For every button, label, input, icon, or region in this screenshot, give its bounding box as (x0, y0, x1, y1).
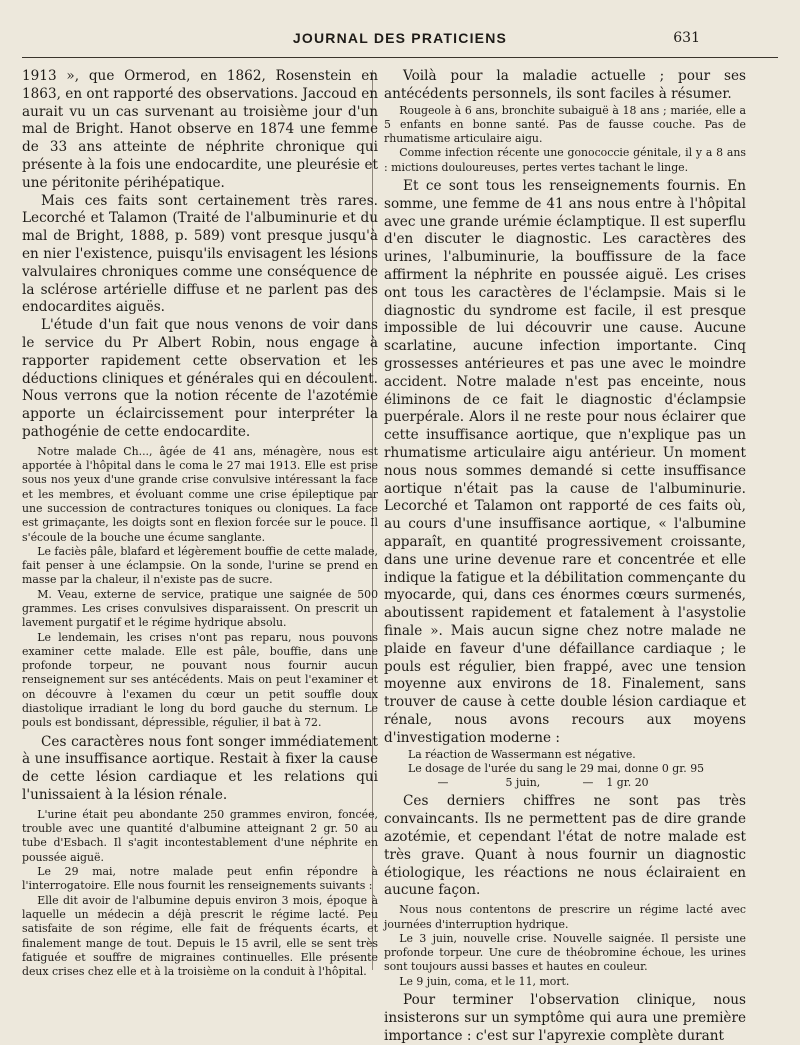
paragraph: 1913 », que Ormerod, en 1862, Rosenstein en 1863, en ont rapporté des observations. Jaccoud en aurait vu un cas survenant au troisième jour d'un mal de Bright. Hanot observe en 1874 une femme de 33 ans atteinte de néphrite chronique qui présente à la fois une endocardite, une pleurésie et une péritonite périhépatique. (22, 68, 378, 191)
case-note: Le 3 juin, nouvelle crise. Nouvelle saignée. Il persiste une profonde torpeur. Une cure de théobromine échoue, les urines sont toujours aussi basses et hautes en couleur. (384, 931, 746, 974)
paragraph: Pour terminer l'observation clinique, nous insisterons sur un symptôme qui aura une première importance : c'est sur l'apyrexie complète durant (384, 992, 746, 1044)
case-note: Le 29 mai, notre malade peut enfin répondre à l'interrogatoire. Elle nous fournit les renseignements suivants : (22, 865, 378, 893)
ditto-mark: — (582, 776, 594, 790)
right-column (384, 68, 746, 1045)
lab-result-row (384, 776, 746, 790)
page-number: 631 (673, 30, 700, 46)
page-header (0, 28, 800, 54)
ditto-mark: — (437, 776, 449, 790)
lab-result: La réaction de Wassermann est négative. (407, 747, 636, 761)
case-note: Le 9 juin, coma, et le 11, mort. (399, 974, 570, 988)
case-note: Nous nous contentons de prescrire un régime lacté avec journées d'interruption hydrique. (384, 903, 746, 931)
case-note: Notre malade Ch..., âgée de 41 ans, ménagère, nous est apportée à l'hôpital dans le coma le 27 mai 1913. Elle est prise sous nos yeux d'une grande crise convulsive intéressant la face et les membres, et évoluant comme une crise épileptique par une succession de contractures toniques ou cloniques. La face est grimaçante, les doigts sont en flexion forcée sur le pouce. Il s'écoule de la bouche une écume sanglante. (22, 444, 378, 544)
case-note: L'urine était peu abondante 250 grammes environ, foncée, trouble avec une quantité d'albumine atteignant 2 gr. 50 au tube d'Esbach. Il s'agit incontestablement d'une néphrite en poussée aiguë. (22, 807, 378, 864)
case-note: M. Veau, externe de service, pratique une saignée de 500 grammes. Les crises convulsives disparaissent. On prescrit un lavement purgatif et le régime hydrique absolu. (22, 587, 378, 630)
running-title: JOURNAL DES PRATICIENS (292, 30, 508, 46)
paragraph: Et ce sont tous les renseignements fournis. En somme, une femme de 41 ans nous entre à l'hôpital avec une grande urémie éclamptique. Il est superflu d'en discuter le diagnostic. Les caractères des urines, l'albuminurie, la bouffissure de la face affirment la néphrite en poussée aiguë. Les crises ont tous les caractères de l'éclampsie. Mais si le diagnostic du syndrome est facile, il est presque impossible de lui découvrir une cause. Aucune scarlatine, aucune infection importante. Cinq grossesses antérieures et pas une avec le moindre accident. Notre malade n'est pas enceinte, nous éliminons de ce fait le diagnostic d'éclampsie puerpérale. Alors il ne reste pour nous éclairer que cette insuffisance aortique, que n'explique pas un rhumatisme articulaire aigu antérieur. Un moment nous nous sommes demandé si cette insuffisance aortique n'était pas la cause de l'albuminurie. Lecorché et Talamon ont rapporté de ces faits où, au cours d'une insuffisance aortique, « l'albumine apparaît, en quantité progressivement croissante, dans une urine devenue rare et concentrée et elle indique la fatigue et la débilitation commençante du myocarde, qui, dans ces énormes cœurs surmenés, aboutissent rapidement et fatalement à l'asystolie finale ». Mais aucun signe chez notre malade ne plaide en faveur d'une défaillance cardiaque ; le pouls est régulier, bien frappé, avec une tension moyenne aux environs de 18. Finalement, sans trouver de cause à cette double lésion cardiaque et rénale, nous avons recours aux moyens d'investigation moderne : (384, 178, 746, 746)
lab-value: 1 gr. 20 (606, 776, 649, 790)
case-note: Le lendemain, les crises n'ont pas reparu, nous pouvons examiner cette malade. Elle est pâle, bouffie, dans une profonde torpeur, ne pouvant nous fournir aucun renseignement sur ses antécédents. Mais on peut l'examiner et on découvre à l'examen du cœur un petit souffle doux diastolique irradiant le long du bord gauche du sternum. Le pouls est bondissant, dépressible, régulier, il bat à 72. (22, 630, 378, 730)
case-note: Rougeole à 6 ans, bronchite subaiguë à 18 ans ; mariée, elle a 5 enfants en bonne santé. Pas de fausse couche. Pas de rhumatisme articulaire aigu. (384, 103, 746, 146)
paragraph: Mais ces faits sont certainement très rares. Lecorché et Talamon (Traité de l'albuminurie et du mal de Bright, 1888, p. 589) vont presque jusqu'à en nier l'existence, puisqu'ils envisagent les lésions valvulaires chroniques comme une conséquence de la sclérose artérielle diffuse et ne parlent pas des endocardites aiguës. (22, 192, 378, 316)
paragraph: Ces derniers chiffres ne sont pas très convaincants. Ils ne permettent pas de dire grande azotémie, et cependant l'état de notre malade est très grave. Quant à nous fournir un diagnostic étiologique, les réactions ne nous éclairaient en aucune façon. (384, 793, 746, 899)
paragraph: L'étude d'un fait que nous venons de voir dans le service du Pr Albert Robin, nous engage à rapporter rapidement cette observation et les déductions cliniques et générales qui en découlent. Nous verrons que la notion récente de l'azotémie apporte un éclaircissement pour interpréter la pathogénie de cette endocardite. (22, 317, 378, 440)
lab-result: Le dosage de l'urée du sang le 29 mai, donne 0 gr. 95 (407, 761, 705, 775)
case-note: Le faciès pâle, blafard et légèrement bouffie de cette malade, fait penser à une éclampsie. On la sonde, l'urine se prend en masse par la chaleur, il n'existe pas de sucre. (22, 544, 378, 587)
case-note: Comme infection récente une gonococcie génitale, il y a 8 ans : mictions douloureuses, pertes vertes tachant le linge. (384, 146, 746, 174)
left-column (22, 68, 378, 979)
lab-date: 5 juin, (505, 776, 541, 790)
paragraph: Ces caractères nous font songer immédiatement à une insuffisance aortique. Restait à fixer la cause de cette lésion cardiaque et les relations qui l'unissaient à la lésion rénale. (22, 733, 378, 804)
header-rule (22, 57, 778, 58)
paragraph: Voilà pour la maladie actuelle ; pour ses antécédents personnels, ils sont faciles à résumer. (384, 68, 746, 102)
case-note: Elle dit avoir de l'albumine depuis environ 3 mois, époque à laquelle un médecin a déjà prescrit le régime lacté. Peu satisfaite de son régime, elle fait de fréquents écarts, et finalement mange de tout. Depuis le 15 avril, elle se sent très fatiguée et souffre de migraines continuelles. Elle présente deux crises chez elle et à la troisième on la conduit à l'hôpital. (22, 893, 378, 979)
